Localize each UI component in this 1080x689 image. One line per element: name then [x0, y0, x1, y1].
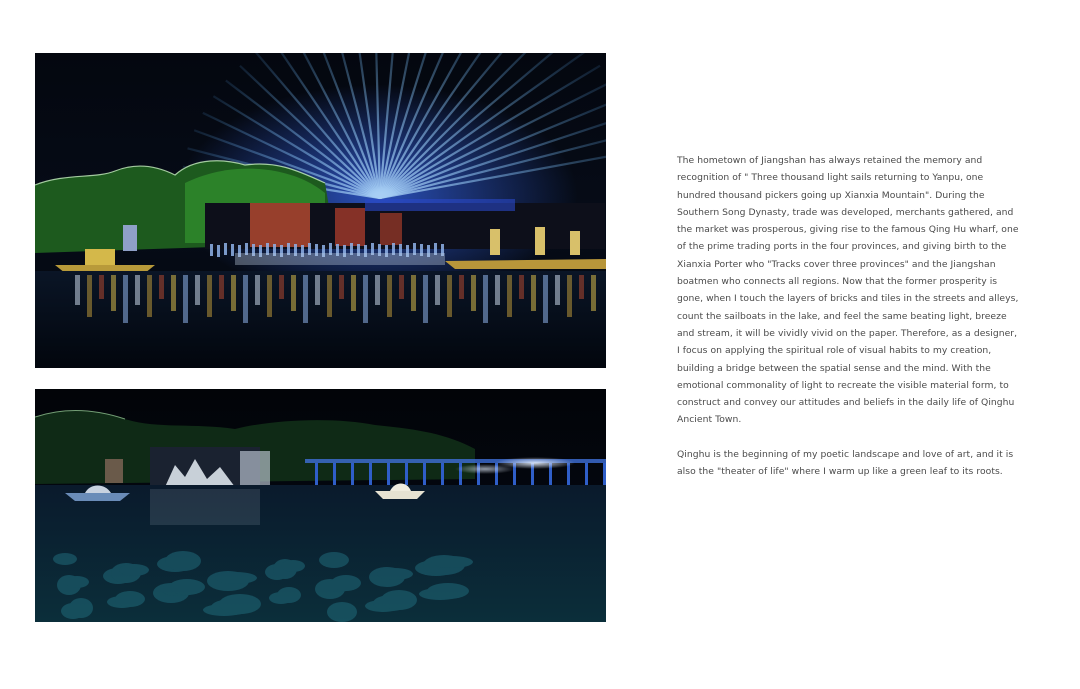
night-lake-boats-photo — [35, 389, 606, 622]
night-lake-boats-image — [35, 389, 606, 622]
stage-light-show-photo — [35, 53, 606, 368]
article-paragraph-2: Qinghu is the beginning of my poetic landscape and love of art, and it is also the "theater of life" where I warm up like a green leaf to its roots. — [677, 448, 1014, 478]
article-paragraph-1: The hometown of Jiangshan has always retained the memory and recognition of " Three thousand light sails returning to Yanpu, one hundred thousand pickers going up Xianxia Mountain". During the Southern Song Dynasty, trade was developed, merchants gathered, and the market was prosperous, giving rise to the famous Qing Hu wharf, one of the prime trading ports in the four provinces, and giving birth to the Xianxia Porter who "Tracks cover three provinces" and the Jiangshan boatmen who connects all regions. Now that the former prosperity is gone, when I touch the layers of bricks and tiles in the streets and alleys, count the sailboats in the lake, and feel the same beating light, breeze and stream, it will be vividly vivid on the paper. Therefore, as a designer, I focus on applying the spiritual role of visual habits to my creation, building a bridge between the spatial sense and the mind. With the emotional commonality of light to recreate the visible material form, to construct and convey our attitudes and beliefs in the daily life of Qinghu Ancient Town. — [677, 155, 1019, 426]
stage-light-show-image — [35, 53, 606, 368]
article-text — [677, 152, 1022, 480]
